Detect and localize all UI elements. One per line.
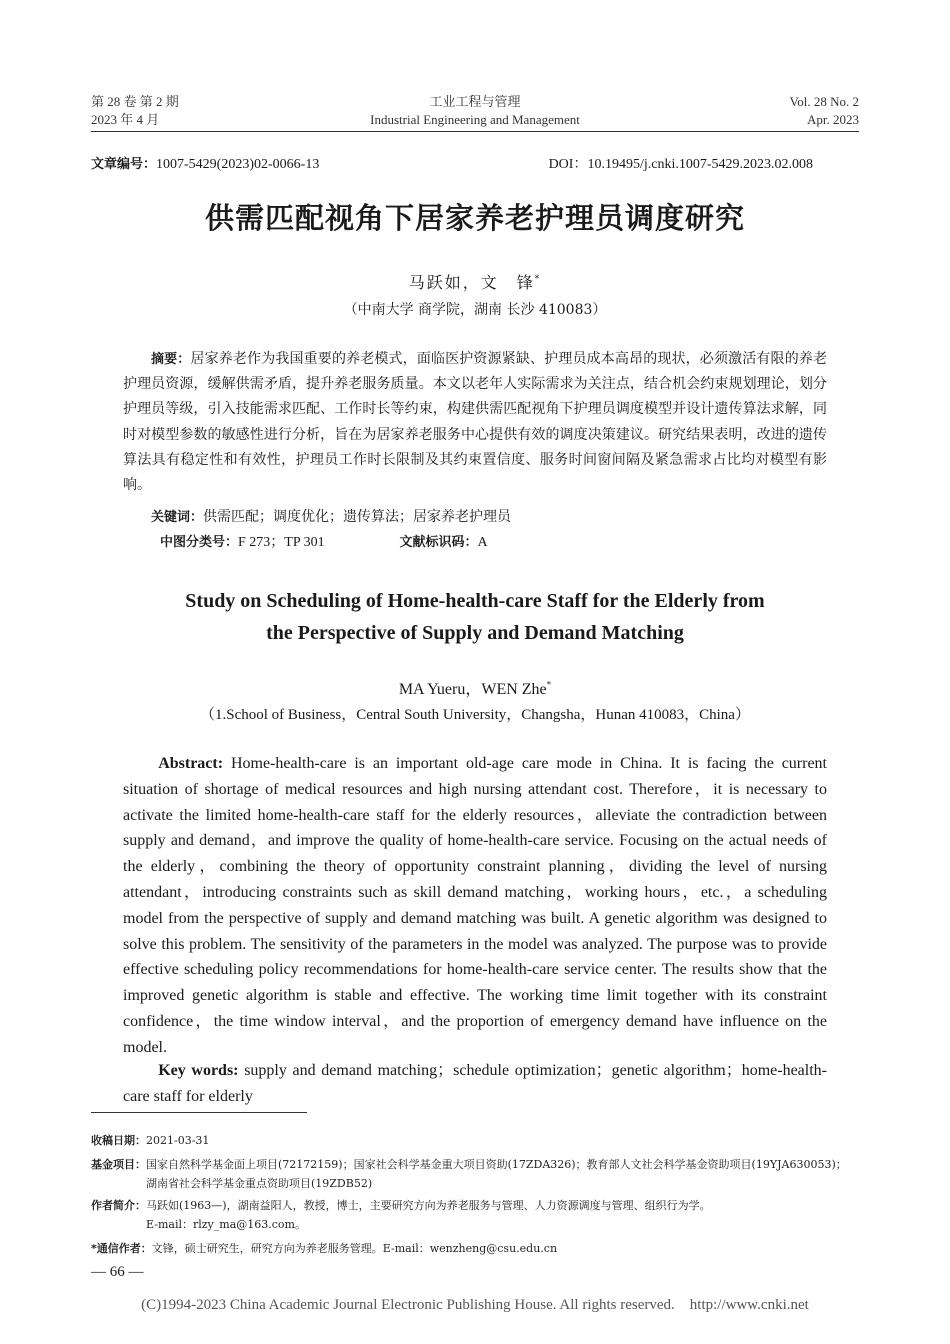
footnote-divider [91, 1112, 307, 1113]
keywords-en [123, 1058, 827, 1110]
title-en [0, 585, 950, 649]
doc-code-label: 文献标识码： [399, 535, 478, 550]
received-date [91, 1131, 866, 1150]
affiliation-cn: （中南大学 商学院，湖南 长沙 410083） [343, 302, 607, 318]
keywords-cn-label: 关键词： [151, 510, 204, 525]
corresponding-label: *通信作者： [91, 1242, 152, 1255]
doi [549, 153, 813, 173]
header-volume-issue: 第 28 卷 第 2 期 [91, 94, 179, 109]
corresponding-mark: * [534, 274, 542, 285]
keywords-en-label: Key words: [158, 1062, 239, 1079]
header-journal-en: Industrial Engineering and Management [370, 112, 580, 127]
authors-cn [0, 270, 950, 293]
header-date: 2023 年 4 月 [91, 112, 160, 127]
title-en-line2: the Perspective of Supply and Demand Matching [266, 622, 684, 644]
authors-en-names: MA Yueru，WEN Zhe [398, 681, 547, 698]
header-journal-cn: 工业工程与管理 [429, 94, 521, 109]
fund-label: 基金项目： [91, 1158, 146, 1171]
article-number [91, 153, 319, 173]
article-number-label: 文章编号： [91, 157, 157, 172]
corresponding-text: 文锋，硕士研究生，研究方向为养老服务管理。E-mail：wenzheng@csu.edu.cn [151, 1242, 558, 1255]
article-number-value: 1007-5429(2023)02-0066-13 [156, 157, 320, 172]
keywords-cn-text: 供需匹配；调度优化；遗传算法；居家养老护理员 [203, 509, 512, 525]
title-en-line1: Study on Scheduling of Home-health-care Staff for the Elderly from [185, 590, 765, 612]
page-number: — 66 — [91, 1264, 144, 1280]
clc-label: 中图分类号： [160, 535, 239, 550]
title-cn: 供需匹配视角下居家养老护理员调度研究 [204, 201, 745, 235]
classification [123, 530, 827, 555]
abstract-en-label: Abstract: [158, 755, 224, 772]
received-label: 收稿日期： [91, 1134, 146, 1147]
abstract-cn-text: 居家养老作为我国重要的养老模式，面临医护资源紧缺、护理员成本高昂的现状，必须激活有限的养老护理员资源，缓解供需矛盾，提升养老服务质量。本文以老年人实际需求为关注点，结合机会约束规划理论，划分护理员等级，引入技能需求匹配、工作时长等约束，构建供需匹配视角下护理员调度模型并设计遗传算法求解，同时对模型参数的敏感性进行分析，旨在为居家养老服务中心提供有效的调度决策建议。研究结果表明，改进的遗传算法具有稳定性和有效性，护理员工作时长限制及其约束置信度、服务时间窗间隔及紧急需求占比均对模型有影响。 [123, 351, 827, 494]
abstract-en-text: Home-health-care is an important old-age care mode in China. It is facing the current situation of shortage of medical resources and high nursing attendant cost. Therefore，it is necessary to activate the limited home-health-care staff for the elderly resources，alleviate the contradiction between supply and demand，and improve the quality of home-health-care service. Focusing on the actual needs of the elderly，combining the theory of opportunity constraint planning，dividing the level of nursing attendant，introducing constraints such as skill demand matching，working hours，etc.，a scheduling model from the perspective of supply and demand matching was built. A genetic algorithm was designed to solve this problem. The sensitivity of the parameters in the model was analyzed. The purpose was to provide effective scheduling policy recommendations for home-health-care service center. The results show that the improved genetic algorithm is stable and effective. The working time limit together with its constraint confidence，the time window interval，and the proportion of emergency demand have influence on the model. [123, 755, 828, 1056]
header-volume-en [790, 93, 859, 129]
doi-value[interactable]: 10.19495/j.cnki.1007-5429.2023.02.008 [587, 157, 813, 172]
affiliation-en: （1.School of Business，Central South University，Changsha，Hunan 410083，China） [200, 707, 750, 723]
abstract-cn-label: 摘要： [151, 352, 191, 367]
doc-code-value: A [477, 535, 488, 550]
header-divider [91, 131, 859, 132]
corresponding-mark-en: * [546, 679, 552, 690]
authors-cn-names: 马跃如，文 锋 [408, 273, 535, 292]
author-label: 作者简介： [91, 1199, 146, 1212]
header-date-en: Apr. 2023 [807, 112, 859, 127]
author-line1: 马跃如(1963—)，湖南益阳人，教授，博士，主要研究方向为养老服务与管理、人力资源调度与管理、组织行为学。 [146, 1199, 711, 1212]
author-info [91, 1196, 866, 1234]
header-vol-no: Vol. 28 No. 2 [789, 94, 859, 109]
fund-info [91, 1155, 866, 1193]
author-email[interactable]: E-mail：rlzy_ma@163.com。 [146, 1218, 306, 1231]
abstract-cn [123, 347, 827, 498]
doi-label: DOI： [548, 157, 588, 172]
keywords-cn [123, 505, 827, 530]
received-value: 2021-03-31 [146, 1134, 210, 1147]
fund-line2: 湖南省社会科学基金重点资助项目(19ZDB52) [146, 1177, 373, 1190]
copyright-line: (C)1994-2023 China Academic Journal Electronic Publishing House. All rights reserved. http://www.cnki.net [141, 1297, 809, 1313]
fund-line1: 国家自然科学基金面上项目(72172159)；国家社会科学基金重大项目资助(17ZDA326)；教育部人文社会科学基金资助项目(19YJA630053)； [146, 1158, 847, 1171]
corresponding-author [91, 1239, 866, 1258]
clc-value: F 273；TP 301 [238, 535, 325, 550]
keywords-en-text: supply and demand matching；schedule optimization；genetic algorithm；home-health-care staff for elderly [123, 1062, 828, 1105]
authors-en [0, 676, 950, 699]
abstract-en [123, 751, 827, 1061]
